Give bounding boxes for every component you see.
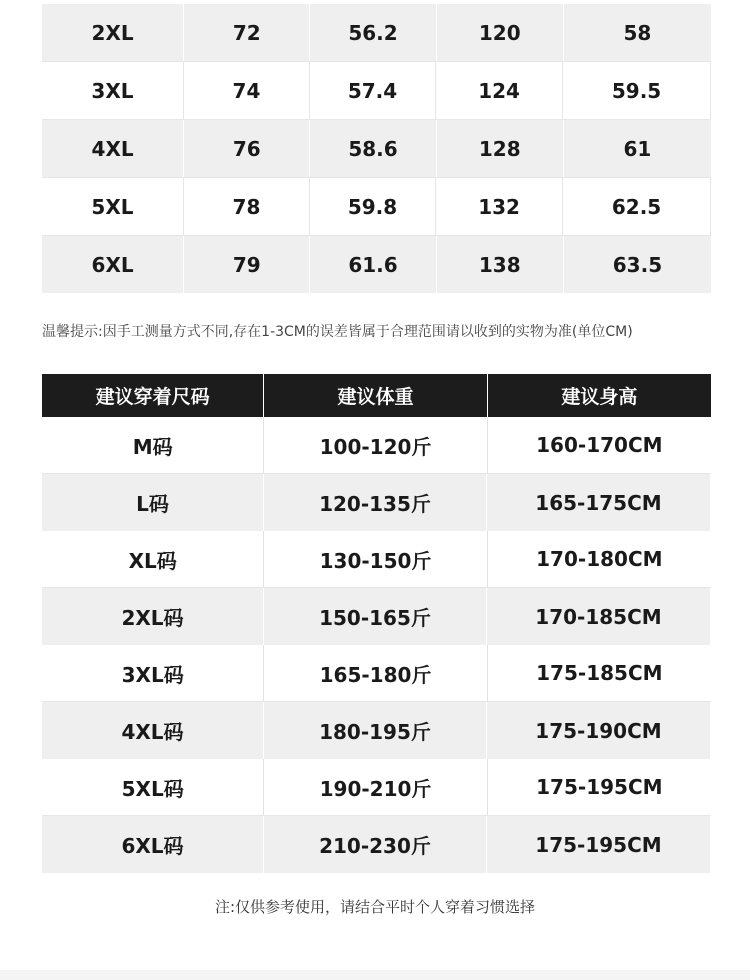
size-measurement-table bbox=[42, 0, 711, 293]
value-cell: 56.2 bbox=[310, 4, 436, 61]
table-row bbox=[42, 816, 711, 873]
header-size: 建议穿着尺码 bbox=[42, 374, 264, 417]
bottom-divider bbox=[0, 970, 750, 980]
weight-cell: 165-180斤 bbox=[264, 645, 487, 701]
table-row bbox=[42, 645, 711, 702]
size-cell: 2XL码 bbox=[42, 588, 264, 645]
value-cell: 72 bbox=[184, 4, 310, 61]
height-cell: 175-190CM bbox=[487, 702, 711, 759]
value-cell: 124 bbox=[436, 62, 563, 119]
size-cell: 6XL bbox=[42, 236, 184, 293]
value-cell: 57.4 bbox=[310, 62, 436, 119]
size-cell: XL码 bbox=[42, 531, 264, 587]
size-recommendation-table bbox=[42, 374, 711, 873]
header-height: 建议身高 bbox=[561, 386, 638, 408]
weight-cell: 190-210斤 bbox=[264, 759, 487, 815]
value-cell: 74 bbox=[184, 62, 310, 119]
weight-cell: 210-230斤 bbox=[264, 816, 487, 873]
weight-cell: 150-165斤 bbox=[264, 588, 487, 645]
value-cell: 61.6 bbox=[310, 236, 436, 293]
header-weight: 建议体重 bbox=[264, 374, 487, 417]
table-row bbox=[42, 177, 711, 236]
value-cell: 138 bbox=[437, 236, 564, 293]
value-cell: 62.5 bbox=[563, 178, 711, 235]
table-row bbox=[42, 588, 711, 645]
height-cell: 175-195CM bbox=[487, 816, 711, 873]
height-cell: 175-195CM bbox=[536, 775, 663, 799]
height-cell: 175-185CM bbox=[536, 661, 663, 685]
size-cell: 5XL bbox=[42, 178, 184, 235]
table-row bbox=[42, 61, 711, 120]
value-cell: 120 bbox=[437, 4, 564, 61]
size-cell: 4XL bbox=[42, 120, 184, 177]
weight-cell: 130-150斤 bbox=[264, 531, 487, 587]
value-cell: 59.8 bbox=[310, 178, 436, 235]
size-cell: 3XL码 bbox=[42, 645, 264, 701]
table-header bbox=[42, 374, 711, 417]
table-row bbox=[42, 702, 711, 759]
size-cell: M码 bbox=[42, 417, 264, 473]
size-cell: 3XL bbox=[42, 62, 184, 119]
value-cell: 61 bbox=[623, 136, 652, 161]
value-cell: 128 bbox=[437, 120, 564, 177]
height-cell: 170-185CM bbox=[487, 588, 711, 645]
table-row bbox=[42, 236, 711, 293]
measurement-tip: 温馨提示:因手工测量方式不同,存在1-3CM的误差皆属于合理范围请以收到的实物为准(单位CM) bbox=[42, 324, 633, 340]
footnote: 注:仅供参考使用，请结合平时个人穿着习惯选择 bbox=[214, 898, 536, 916]
size-cell: L码 bbox=[42, 474, 264, 531]
size-cell: 6XL码 bbox=[42, 816, 264, 873]
table-row bbox=[42, 759, 711, 816]
size-cell: 2XL bbox=[42, 4, 184, 61]
value-cell: 79 bbox=[184, 236, 310, 293]
value-cell: 132 bbox=[436, 178, 563, 235]
table-row bbox=[42, 531, 711, 588]
value-cell: 58.6 bbox=[310, 120, 436, 177]
height-cell: 160-170CM bbox=[536, 433, 663, 457]
table-row bbox=[42, 120, 711, 177]
height-cell: 165-175CM bbox=[487, 474, 711, 531]
value-cell: 59.5 bbox=[563, 62, 711, 119]
table-row bbox=[42, 417, 711, 474]
height-cell: 170-180CM bbox=[536, 547, 663, 571]
value-cell: 78 bbox=[184, 178, 310, 235]
size-cell: 4XL码 bbox=[42, 702, 264, 759]
weight-cell: 180-195斤 bbox=[264, 702, 487, 759]
weight-cell: 100-120斤 bbox=[264, 417, 487, 473]
value-cell: 58 bbox=[623, 20, 652, 45]
table-row bbox=[42, 474, 711, 531]
value-cell: 63.5 bbox=[612, 252, 663, 277]
table-row bbox=[42, 4, 711, 61]
weight-cell: 120-135斤 bbox=[264, 474, 487, 531]
size-cell: 5XL码 bbox=[42, 759, 264, 815]
value-cell: 76 bbox=[184, 120, 310, 177]
